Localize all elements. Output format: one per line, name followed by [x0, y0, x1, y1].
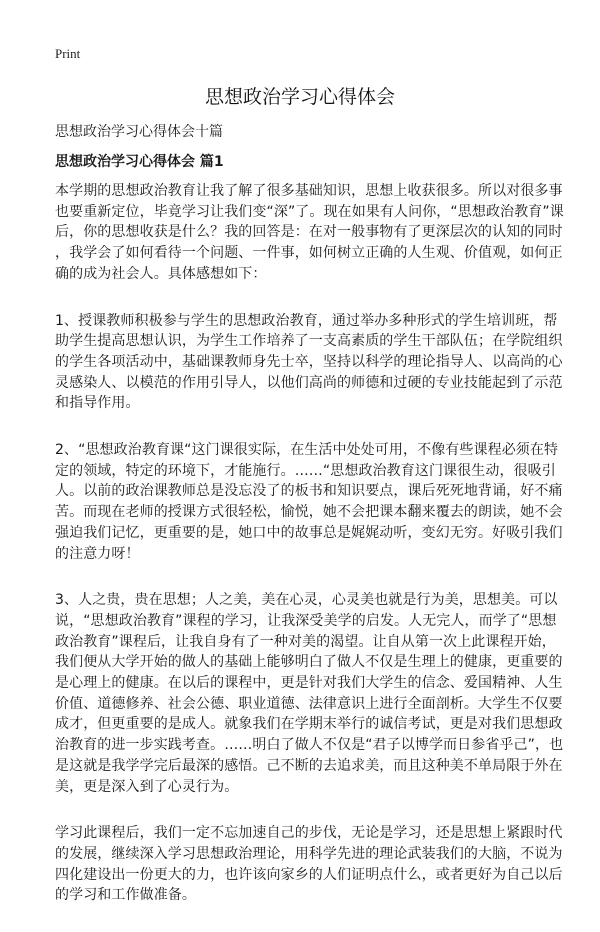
paragraph-line: 是这就是我学学完后最深的感悟。己不断的去追求美，而且这种美不单局限于外在 — [55, 757, 563, 774]
paragraph-line: 定的领域，特定的环境下，才能施行。……“思想政治教育这门课很生动，很吸引 — [55, 462, 556, 479]
paragraph-line: 灵感染人、以模范的作用引导人，以他们高尚的师德和过硬的专业技能起到了示范 — [55, 374, 563, 391]
paragraph-line: 人。以前的政治课教师总是没忘没了的板书和知识要点，课后死死地背诵，好不痛 — [55, 483, 563, 500]
paragraph — [55, 590, 570, 797]
paragraph-line: 说，“思想政治教育”课程的学习，让我深受美学的启发。人无完人，而学了“思想 — [55, 612, 557, 629]
paragraph-line: 和指导作用。 — [55, 395, 140, 412]
paragraph-line: 确的成为社会人。具体感想如下： — [55, 265, 267, 282]
paragraph — [55, 181, 570, 285]
paragraph-line: 的发展，继续深入学习思想政治理论，用科学先进的理论武装我们的大脑，不说为 — [55, 845, 563, 862]
paragraph-line: 学习此课程后，我们一定不忘加速自己的步伐，无论是学习，还是思想上紧跟时代 — [55, 825, 563, 842]
paragraph-line: 后，你的思想收获是什么？我的回答是：在对一般事物有了更深层次的认知的同时 — [55, 224, 563, 241]
paragraph-line: 我们便从大学开始的做人的基础上能够明白了做人不仅是生理上的健康，更重要的 — [55, 654, 563, 671]
document-body — [55, 181, 570, 932]
paragraph-line: 2、“思想政治教育课“这门课很实际，在生活中处处可用，不像有些课程必须在特 — [55, 442, 559, 459]
paragraph-line: 1、授课教师积极参与学生的思想政治教育，通过举办多种形式的学生培训班，帮 — [55, 312, 558, 329]
paragraph-line: 四化建设出一份更大的力，也许该向家乡的人们证明点什么，或者更好为自己以后 — [55, 866, 563, 883]
section-heading: 思想政治学习心得体会 篇1 — [55, 154, 224, 170]
paragraph-line: 是心理上的健康。在以后的课程中，更是针对我们大学生的信念、爱国精神、人生 — [55, 675, 563, 692]
paragraph-line: ，我学会了如何看待一个问题、一件事，如何树立正确的人生观、价值观，如何正 — [55, 245, 563, 262]
paragraph-line: 3、人之贵，贵在思想；人之美，美在心灵，心灵美也就是行为美，思想美。可以 — [55, 592, 558, 609]
paragraph — [55, 440, 570, 564]
paragraph-line: 政治教育”课程后，让我自身有了一种对美的渴望。让自从第一次上此课程开始， — [55, 633, 556, 650]
paragraph-line: 价值、道德修养、社会公德、职业道德、法律意识上进行全面剖析。大学生不仅要 — [55, 695, 563, 712]
paragraph-line: 本学期的思想政治教育让我了解了很多基础知识，思想上收获很多。所以对很多事 — [55, 183, 563, 199]
paragraph-line: 也要重新定位，毕竟学习让我们变“深”了。现在如果有人问你，“思想政治教育”课 — [55, 203, 564, 220]
paragraph-line: 助学生提高思想认识，为学生工作培养了一支高素质的学生干部队伍；在学院组织 — [55, 333, 563, 350]
paragraph-line: 苦。而现在老师的授课方式很轻松，愉悦，她不会把课本翻来覆去的朗读，她不会 — [55, 504, 563, 521]
paragraph-line: 美，更是深入到了心灵行为。 — [55, 778, 239, 795]
paragraph-line: 的注意力呀！ — [55, 545, 140, 562]
print-link[interactable]: Print — [55, 46, 81, 61]
paragraph — [55, 311, 570, 415]
paragraph — [55, 823, 570, 906]
paragraph-line: 成才，但更重要的是成人。就象我们在学期末举行的诚信考试，更是对我们思想政 — [55, 716, 563, 733]
document-subtitle: 思想政治学习心得体会十篇 — [55, 124, 223, 140]
paragraph-line: 治教育的进一步实践考查。……明白了做人不仅是“君子以博学而日参省乎己”，也 — [55, 737, 564, 754]
document-title: 思想政治学习心得体会 — [204, 86, 395, 108]
paragraph-line: 的学生各项活动中，基础课教师身先士卒，坚持以科学的理论指导人、以高尚的心 — [55, 353, 563, 370]
paragraph-line: 的学习和工作做准备。 — [55, 887, 196, 904]
paragraph-line: 强迫我们记忆，更重要的是，她口中的故事总是娓娓动听，变幻无穷。好吸引我们 — [55, 524, 563, 541]
